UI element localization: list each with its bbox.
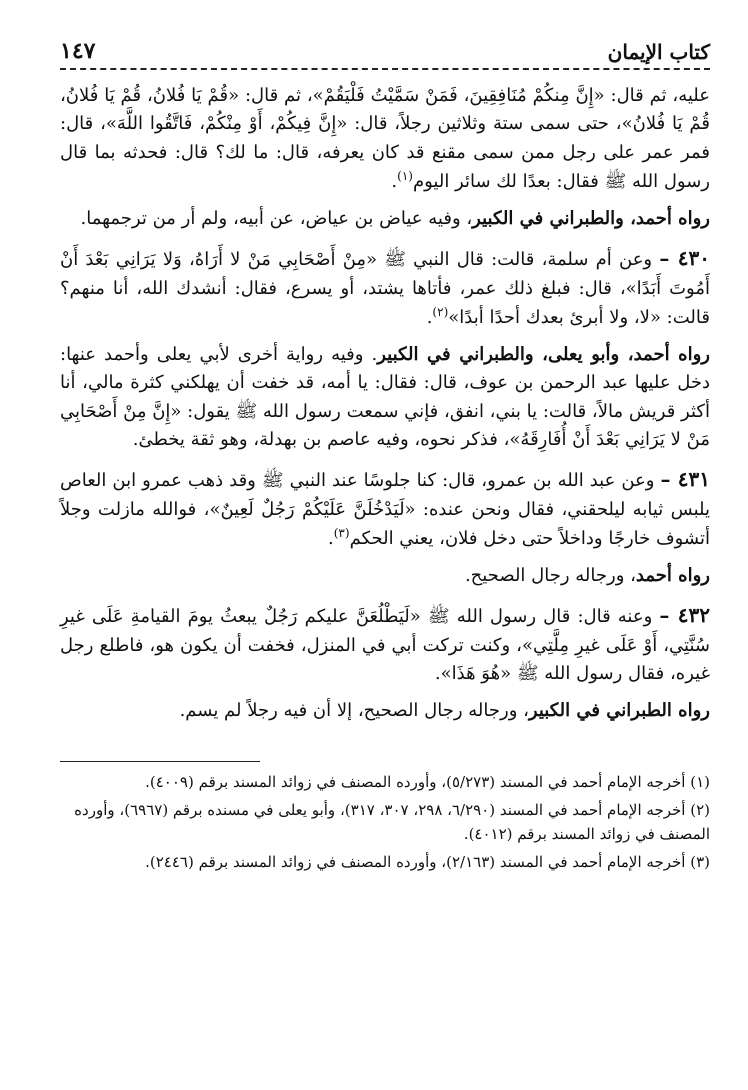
reference-4 <box>60 697 710 725</box>
intro-text: عليه، ثم قال: «إِنَّ مِنكُمْ مُنَافِقِينَ، فَمَنْ سَمَّيْتُ فَلْيَقُمْ»، ثم قال: «قُمْ يَا فُلانُ، قُمْ يَا فُلانُ، قُمْ يَا فُلانُ»، حتى سمى ستة وثلاثين رجلاً، قال: «إِنَّ فِيكُمْ، أَوْ مِنْكُمْ، فَاتَّقُوا اللَّهَ»، قال: فمر عمر على رجل ممن سمى مقنع قد كان يعرفه، قال: ما لك؟ قال: فحدثه بما قال رسول الله ﷺ فقال: بعدًا لك سائر اليوم <box>60 85 710 193</box>
hadith-431-text: وعن عبد الله بن عمرو، قال: كنا جلوسًا عند النبي ﷺ وقد ذهب عمرو ابن العاص يلبس ثيابه ليلحقني، فقال ونحن عنده: «لَيَدْخُلَنَّ عَلَيْكُمْ رَجُلٌ لَعِينٌ»، فوالله مازلت وجلاً أتشوف خارجًا وداخلاً حتى دخل فلان، يعني الحكم <box>60 470 710 550</box>
page-header <box>60 28 710 70</box>
reference-3-text: ، ورجاله رجال الصحيح. <box>464 564 636 586</box>
hadith-430-text: وعن أم سلمة، قالت: قال النبي ﷺ «مِنْ أَصْحَابِي مَنْ لا أَرَاهُ، وَلا يَرَانِي بَعْدَ أَنْ أَمُوتَ أَبَدًا»، قال: فبلغ ذلك عمر، فأتاها يشتد، أو يسرع، فقال: أنشدك الله، أنا منهم؟ قالت: «لا، ولا أبرئ بعدك أحدًا أبدًا» <box>60 249 710 329</box>
reference-3 <box>60 562 710 590</box>
hadith-431: ٤٣١ – وعن عبد الله بن عمرو، قال: كنا جلوسًا عند النبي ﷺ وقد ذهب عمرو ابن العاص يلبس ثيابه ليلحقني، فقال ونحن عنده: «لَيَدْخُلَنَّ عَلَيْكُمْ رَجُلٌ لَعِينٌ»، فوالله مازلت وجلاً أتشوف خارجًا وداخلاً حتى دخل فلان، يعني الحكم$^{(٣)}$. <box>60 467 710 550</box>
reference-2-source: رواه أحمد، وأبو يعلى، والطبراني في الكبير <box>377 343 710 365</box>
reference-2-text: . وفيه رواية أخرى لأبي يعلى وأحمد عنها: دخل عليها عبد الرحمن بن عوف، قال: فقال: يا أمه، قد خفت أن يهلكني كثرة مالي، أنا أكثر قريش مالاً، قالت: يا بني، انفق، فإني سمعت رسول الله ﷺ يقول: «إِنَّ مِنْ أَصْحَابِي مَنْ لا يَرَانِي بَعْدَ أَنْ أُفَارِقَهُ»، فذكر نحوه، وفيه عاصم بن بهدلة، وهو ثقة يخطئ. <box>60 343 710 450</box>
hadith-432-number: ٤٣٢ – <box>659 603 710 628</box>
reference-1 <box>60 205 710 233</box>
footnote-3: (٣) أخرجه الإمام أحمد في المسند (٢/١٦٣)، وأورده المصنف في زوائد المسند برقم (٢٤٤٦). <box>145 853 710 872</box>
hadith-430: ٤٣٠ – وعن أم سلمة، قالت: قال النبي ﷺ «مِنْ أَصْحَابِي مَنْ لا أَرَاهُ، وَلا يَرَانِي بَعْدَ أَنْ أَمُوتَ أَبَدًا»، قال: فبلغ ذلك عمر، فأتاها يشتد، أو يسرع، فقال: أنشدك الله، أنا منهم؟ قالت: «لا، ولا أبرئ بعدك أحدًا أبدًا»$^{(٢)}$. <box>60 246 710 329</box>
hadith-431-number: ٤٣١ – <box>660 467 710 492</box>
footnote-marker-1: (١) <box>397 169 413 184</box>
page-number: ١٤٧ <box>60 38 96 64</box>
book-title: كتاب الإيمان <box>607 40 710 64</box>
reference-3-source: رواه أحمد <box>635 564 710 586</box>
page <box>60 28 710 1068</box>
hadith-432-text: وعنه قال: قال رسول الله ﷺ «لَيَطْلُعَنَّ عليكم رَجُلٌ يبعثُ يومَ القيامةِ عَلَى غيرِ سُنَّتِي، أَوْ عَلَى غيرِ مِلَّتِي»، وكنت تركت أبي في المنزل، فخفت أن يكون هو، فاطلع رجل غيره، فقال رسول الله ﷺ «هُوَ هَذَا». <box>60 606 710 685</box>
footnote-divider <box>60 761 260 762</box>
reference-4-text: ، ورجاله رجال الصحيح، إلا أن فيه رجلاً لم يسم. <box>179 699 529 721</box>
footnotes <box>60 770 710 874</box>
hadith-430-number: ٤٣٠ – <box>659 246 710 271</box>
hadith-432 <box>60 600 710 688</box>
footnote-1: (١) أخرجه الإمام أحمد في المسند (٥/٢٧٣)، وأورده المصنف في زوائد المسند برقم (٤٠٠٩). <box>145 773 710 792</box>
footnote-marker-2: (٢) <box>432 305 449 320</box>
footnote-marker-3: (٣) <box>333 526 350 541</box>
main-content <box>60 82 710 725</box>
reference-1-text: ، وفيه عياض بن عياض، عن أبيه، ولم أر من ترجمهما. <box>80 207 473 229</box>
reference-2 <box>60 341 710 455</box>
reference-1-source: رواه أحمد، والطبراني في الكبير <box>472 207 710 229</box>
intro-paragraph: عليه، ثم قال: «إِنَّ مِنكُمْ مُنَافِقِينَ، فَمَنْ سَمَّيْتُ فَلْيَقُمْ»، ثم قال: «قُمْ يَا فُلانُ، قُمْ يَا فُلانُ، قُمْ يَا فُلانُ»، حتى سمى ستة وثلاثين رجلاً، قال: «إِنَّ فِيكُمْ، أَوْ مِنْكُمْ، فَاتَّقُوا اللَّهَ»، قال: فمر عمر على رجل ممن سمى مقنع قد كان يعرفه، قال: ما لك؟ قال: فحدثه بما قال رسول الله ﷺ فقال: بعدًا لك سائر اليوم$^{(١)}$. <box>60 85 710 193</box>
footnote-2: (٢) أخرجه الإمام أحمد في المسند (٦/٢٩٠، ٢٩٨، ٣٠٧، ٣١٧)، وأبو يعلى في مسنده برقم (٦٩٦٧)، وأورده المصنف في زوائد المسند برقم (٤٠١٢). <box>74 801 710 844</box>
reference-4-source: رواه الطبراني في الكبير <box>528 699 710 721</box>
